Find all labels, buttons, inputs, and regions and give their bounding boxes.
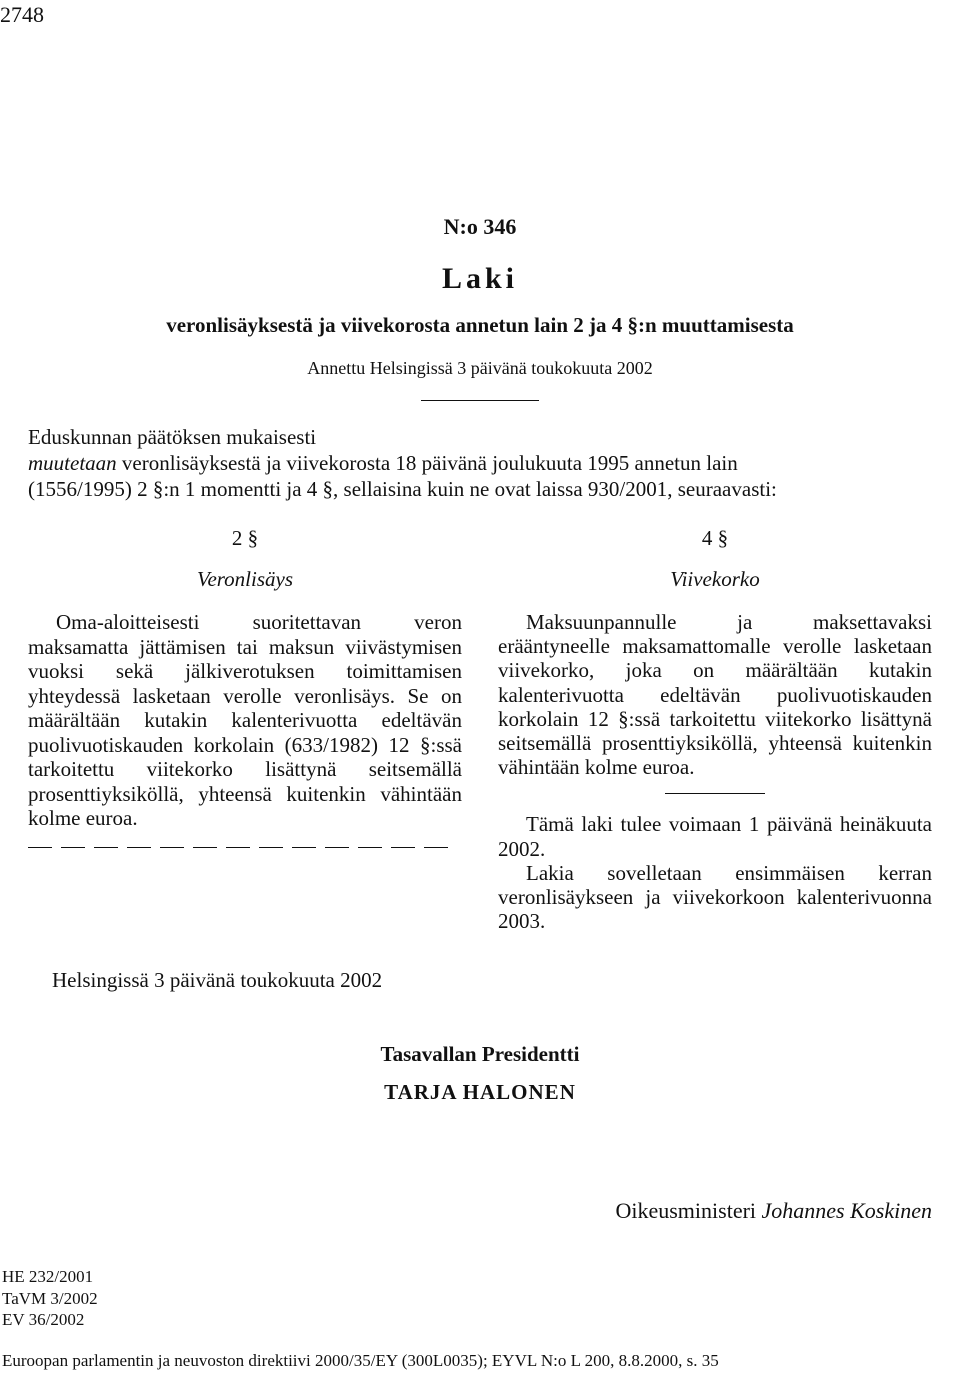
preamble-line-2-rest: veronlisäyksestä ja viivekorosta 18 päivänä joulukuuta 1995 annetun lain [116, 451, 738, 475]
minister-name: Johannes Koskinen [761, 1198, 932, 1223]
entry-into-force: Tämä laki tulee voimaan 1 päivänä heinäkuuta 2002. [498, 812, 932, 861]
minister-signature [615, 1198, 932, 1224]
preamble-line-2 [28, 450, 958, 476]
omission-dashes [28, 839, 462, 857]
reference-item: HE 232/2001 [2, 1267, 94, 1286]
signatory-title: Tasavallan Presidentti [380, 1042, 580, 1066]
section-4-text: Maksuunpannulle ja maksettavaksi erääntyneelle maksamattomalle verolle lasketaan viivekorko, joka on määrältään kutakin kalenterivuotta edeltävän puolivuotiskauden korkolain 12 §:ssä tarkoitettu viitekorko lisättynä seitsemällä prosenttiyksiköllä, yhteensä kuitenkin vähintään kolme euroa. [498, 610, 932, 780]
section-4-number: 4 § [701, 526, 729, 550]
section-2 [28, 526, 462, 857]
signatory-name: TARJA HALONEN [384, 1080, 576, 1104]
title-rule [421, 400, 539, 401]
section-2-number: 2 § [231, 526, 259, 550]
preamble-line-1: Eduskunnan päätöksen mukaisesti [28, 425, 317, 449]
section-2-text: Oma-aloitteisesti suoritettavan veron maksamatta jättämisen tai maksun viivästymisen vuoksi sekä jälkiverotuksen toimittamisen yhteydessä lasketaan verolle veronlisäys. Se on määrältään kutakin kalenterivuotta edeltävän puolivuotiskauden korkolain (633/1982) 12 §:ssä tarkoitettu viitekorko lisättynä seitsemällä prosenttiyksiköllä, yhteensä kuitenkin vähintään kolme euroa. [28, 610, 462, 830]
act-type: Laki [441, 262, 519, 295]
eu-reference: Euroopan parlamentin ja neuvoston direktiivi 2000/35/EY (300L0035); EYVL N:o L 200, 8.8.2000, s. 35 [2, 1351, 719, 1370]
preamble [28, 424, 958, 502]
reference-item: TaVM 3/2002 [2, 1288, 98, 1308]
section-rule [665, 793, 765, 794]
section-4-heading: Viivekorko [670, 567, 760, 591]
section-4 [498, 526, 932, 933]
references [2, 1266, 98, 1331]
page-number: 2748 [0, 2, 44, 27]
act-title: veronlisäyksestä ja viivekorosta annetun lain 2 ja 4 §:n muuttamisesta [166, 313, 794, 337]
preamble-line-3: (1556/1995) 2 §:n 1 momentti ja 4 §, sellaisina kuin ne ovat laissa 930/2001, seuraavasti: [28, 477, 777, 501]
statute-number: N:o 346 [443, 214, 517, 239]
reference-item: EV 36/2002 [2, 1310, 85, 1329]
section-2-heading: Veronlisäys [196, 567, 294, 591]
preamble-verb: muutetaan [28, 451, 117, 475]
given-line: Annettu Helsingissä 3 päivänä toukokuuta 2002 [307, 358, 653, 378]
minister-title: Oikeusministeri [615, 1198, 757, 1223]
place-date: Helsingissä 3 päivänä toukokuuta 2002 [52, 968, 383, 992]
application-provision: Lakia sovelletaan ensimmäisen kerran veronlisäykseen ja viivekorkoon kalenterivuonna 2003. [498, 860, 932, 934]
